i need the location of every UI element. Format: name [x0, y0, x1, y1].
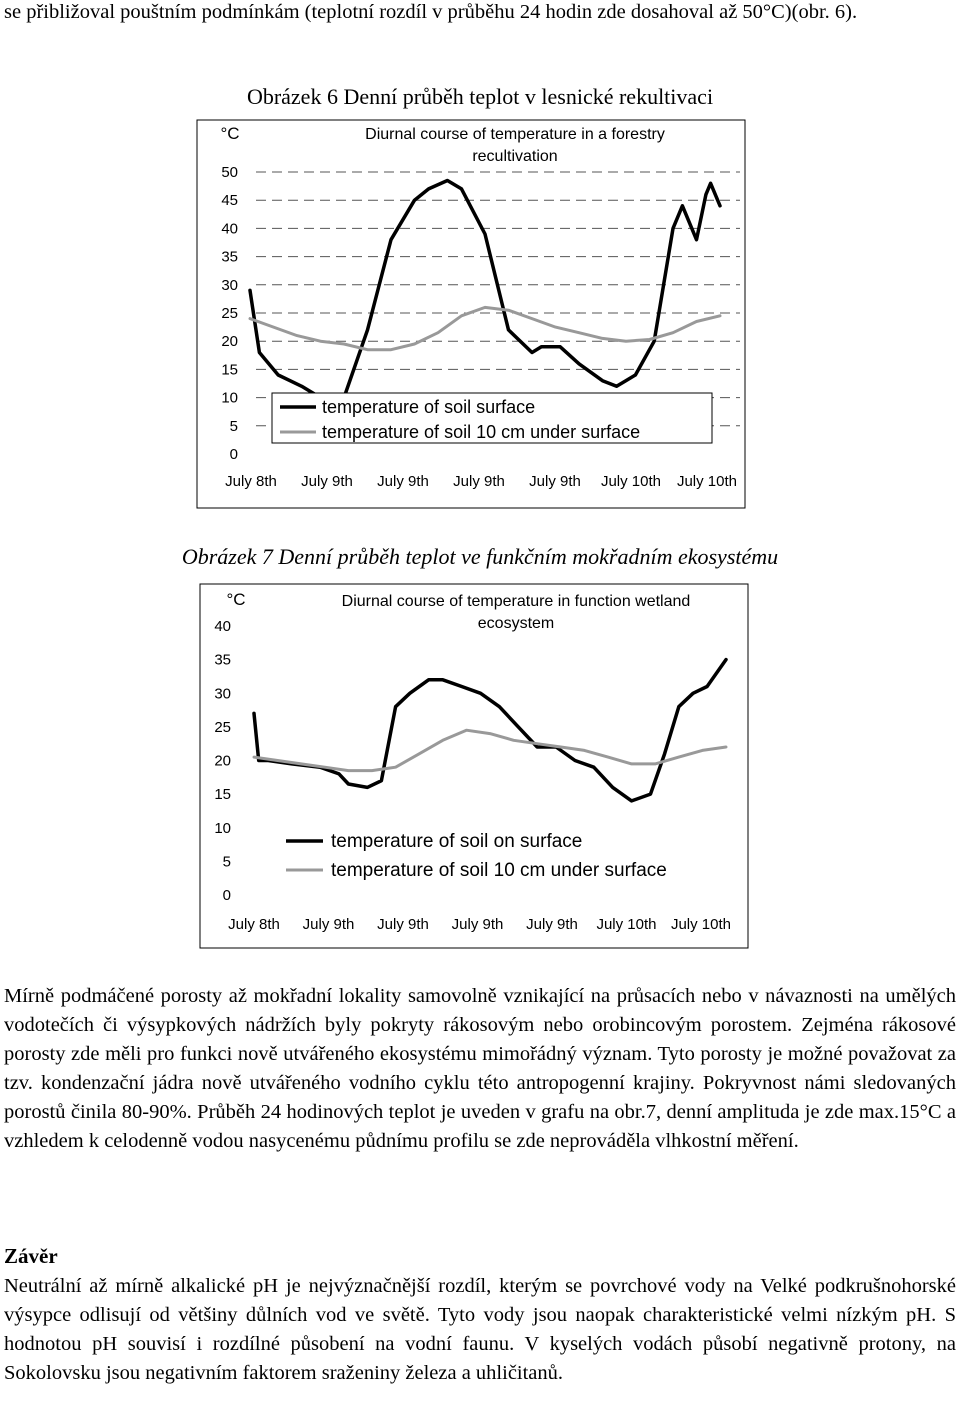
series-line-10cm: [250, 307, 720, 349]
chart-frame: [197, 120, 745, 508]
y-tick-label: 30: [221, 276, 238, 294]
chart-unit-label: °C: [220, 124, 240, 143]
y-tick-label: 10: [214, 819, 231, 837]
intro-text: se přibližoval pouštním podmínkám (teplotní rozdíl v průběhu 24 hodin zde dosahoval až 50°C)(obr. 6).: [4, 1, 858, 23]
y-tick-label: 10: [221, 389, 238, 407]
y-tick-label: 30: [214, 685, 231, 703]
x-tick-label: July 10th: [670, 916, 732, 933]
x-tick-label: July 9th: [302, 916, 355, 933]
y-tick-label: 35: [221, 248, 238, 266]
series-line-10cm: [254, 730, 726, 770]
y-tick-label: 40: [214, 618, 231, 635]
y-tick-label: 20: [214, 752, 231, 770]
series-line-surface: [254, 660, 726, 801]
figure-7-chart: [0, 578, 960, 958]
figure-6-caption: Obrázek 6 Denní průběh teplot v lesnické rekultivaci: [246, 84, 714, 109]
y-tick-label: 25: [214, 718, 231, 736]
chart-title-line-1: Diurnal course of temperature in a forestry: [365, 126, 665, 143]
y-tick-label: 5: [229, 417, 238, 435]
figure-7-caption: Obrázek 7 Denní průběh teplot ve funkčním mokřadním ekosystému: [181, 544, 779, 569]
y-tick-label: 50: [221, 164, 238, 181]
x-tick-label: July 9th: [377, 473, 429, 490]
y-tick-label: 0: [229, 446, 238, 463]
chart-legend: [272, 393, 712, 443]
y-tick-label: 45: [221, 192, 238, 210]
y-tick-label: 20: [221, 333, 238, 351]
x-tick-label: July 9th: [453, 473, 505, 490]
y-tick-label: 15: [214, 786, 231, 804]
x-tick-label: July 8th: [225, 473, 277, 490]
section-heading: Závěr: [4, 1244, 58, 1268]
chart-title-line-2: recultivation: [472, 148, 558, 165]
y-tick-label: 0: [222, 887, 231, 904]
y-tick-label: 35: [214, 651, 231, 669]
paragraph-wetland: Mírně podmáčené porosty až mokřadní lokality samovolně vznikající na průsacích nebo v návaznosti na umělých vodotečích či výsypkových nádržích byly pokryty rákosovým nebo orobincovým porostem. Zejména rákosové porosty zde měli pro funkci nově utvářeného ekosystému mimořádný význam. Tyto porosty je možné považovat za tzv. kondenzační jádra nově utvářeného vodního cyklu této antropogenní krajiny. Pokryvnost námi sledovaných porostů činila 80-90%. Průběh 24 hodinových teplot je uveden v grafu na obr.7, denní amplituda je zde max.15°C a vzhledem k celodenně vodou nasycenému půdnímu profilu se zde neprováděla vlhkostní měření.: [4, 985, 956, 1152]
chart-title-line-1: Diurnal course of temperature in function wetland: [341, 593, 691, 610]
x-tick-label: July 10th: [600, 473, 662, 490]
legend-label: temperature of soil surface: [322, 397, 536, 417]
chart-legend: [286, 831, 667, 881]
chart-unit-label: °C: [226, 590, 246, 609]
x-tick-label: July 9th: [377, 916, 429, 933]
y-tick-label: 40: [221, 220, 238, 238]
x-tick-label: July 10th: [676, 473, 738, 490]
x-tick-label: July 10th: [596, 916, 657, 933]
x-tick-label: July 9th: [526, 916, 578, 933]
x-tick-label: July 9th: [301, 473, 353, 490]
y-tick-label: 5: [222, 853, 231, 871]
x-tick-label: July 8th: [228, 916, 280, 933]
paragraph-conclusion: Neutrální až mírně alkalické pH je nejvýznačnější rozdíl, kterým se povrchové vody na Velké podkrušnohorské výsypce odlisují od většiny důlních vod ve světě. Tyto vody jsou naopak charakteristické velmi nízkým pH. S hodnotou pH souvisí i rozdílné působení na vodní faunu. V kyselých vodách působí negativně protony, na Sokolovsku jsou negativním faktorem sraženiny železa a uhličitanů.: [4, 1275, 956, 1384]
y-tick-label: 25: [221, 305, 238, 322]
legend-label: temperature of soil 10 cm under surface: [331, 860, 667, 881]
legend-label: temperature of soil 10 cm under surface: [322, 422, 641, 442]
x-tick-label: July 9th: [529, 473, 581, 490]
x-tick-label: July 9th: [451, 916, 504, 933]
legend-label: temperature of soil on surface: [331, 831, 583, 852]
y-tick-label: 15: [221, 361, 238, 379]
chart-frame: [200, 584, 748, 948]
chart-title-line-2: ecosystem: [477, 615, 555, 632]
